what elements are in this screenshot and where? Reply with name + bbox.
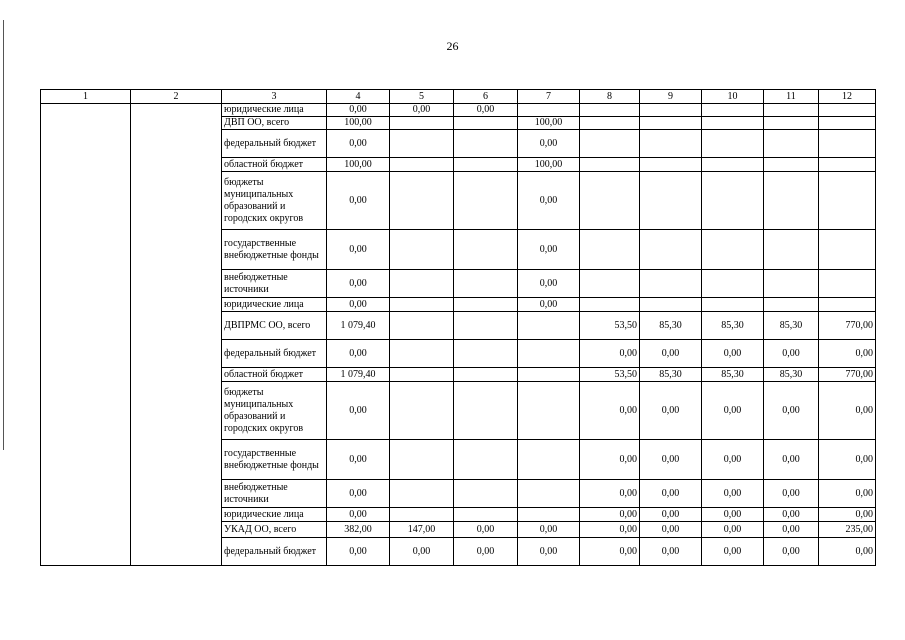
- value-cell: [819, 172, 876, 230]
- value-cell: [454, 172, 518, 230]
- value-cell: 85,30: [702, 368, 764, 382]
- value-cell: [454, 298, 518, 312]
- row-label: УКАД ОО, всего: [222, 522, 327, 538]
- value-cell: [518, 312, 580, 340]
- value-cell: [819, 270, 876, 298]
- value-cell: 0,00: [327, 508, 390, 522]
- value-cell: [518, 382, 580, 440]
- column-header: 2: [131, 90, 222, 104]
- column-header: 1: [41, 90, 131, 104]
- value-cell: 0,00: [327, 172, 390, 230]
- row-label: бюджеты муниципальных образований и городских округов: [222, 382, 327, 440]
- value-cell: 0,00: [327, 440, 390, 480]
- value-cell: [454, 270, 518, 298]
- row-label: областной бюджет: [222, 368, 327, 382]
- value-cell: [580, 104, 640, 117]
- value-cell: 0,00: [518, 298, 580, 312]
- value-cell: [518, 508, 580, 522]
- value-cell: [819, 230, 876, 270]
- row-label: государственные внебюджетные фонды: [222, 440, 327, 480]
- value-cell: [764, 158, 819, 172]
- value-cell: [819, 298, 876, 312]
- value-cell: [390, 230, 454, 270]
- value-cell: 53,50: [580, 368, 640, 382]
- value-cell: 0,00: [580, 508, 640, 522]
- column-header: 4: [327, 90, 390, 104]
- value-cell: [454, 312, 518, 340]
- value-cell: [454, 130, 518, 158]
- column-header: 8: [580, 90, 640, 104]
- value-cell: [819, 130, 876, 158]
- column-2-cell: [131, 104, 222, 566]
- value-cell: 147,00: [390, 522, 454, 538]
- value-cell: [580, 158, 640, 172]
- value-cell: 0,00: [327, 130, 390, 158]
- value-cell: 100,00: [518, 158, 580, 172]
- row-label: областной бюджет: [222, 158, 327, 172]
- value-cell: 0,00: [580, 538, 640, 566]
- page-margin-line: [3, 20, 4, 450]
- value-cell: [390, 117, 454, 130]
- value-cell: 0,00: [819, 508, 876, 522]
- value-cell: 0,00: [819, 340, 876, 368]
- value-cell: [390, 172, 454, 230]
- value-cell: [390, 130, 454, 158]
- column-header: 11: [764, 90, 819, 104]
- value-cell: 0,00: [819, 480, 876, 508]
- value-cell: [640, 172, 702, 230]
- value-cell: 0,00: [580, 480, 640, 508]
- value-cell: 0,00: [454, 104, 518, 117]
- value-cell: 0,00: [580, 522, 640, 538]
- budget-table: [40, 89, 876, 566]
- value-cell: [390, 440, 454, 480]
- table-header-row: [41, 90, 876, 104]
- value-cell: [390, 340, 454, 368]
- value-cell: [454, 340, 518, 368]
- value-cell: [640, 104, 702, 117]
- value-cell: 1 079,40: [327, 312, 390, 340]
- value-cell: [702, 172, 764, 230]
- value-cell: 0,00: [764, 340, 819, 368]
- value-cell: 0,00: [518, 538, 580, 566]
- column-header: 6: [454, 90, 518, 104]
- value-cell: [764, 298, 819, 312]
- value-cell: 0,00: [640, 340, 702, 368]
- column-header: 3: [222, 90, 327, 104]
- value-cell: 0,00: [702, 480, 764, 508]
- column-1-cell: [41, 104, 131, 566]
- value-cell: [580, 298, 640, 312]
- value-cell: 0,00: [580, 440, 640, 480]
- column-header: 9: [640, 90, 702, 104]
- row-label: бюджеты муниципальных образований и городских округов: [222, 172, 327, 230]
- value-cell: [518, 340, 580, 368]
- value-cell: [580, 270, 640, 298]
- column-header: 5: [390, 90, 454, 104]
- value-cell: [702, 298, 764, 312]
- page-number: 26: [446, 39, 459, 53]
- value-cell: [702, 130, 764, 158]
- value-cell: [702, 158, 764, 172]
- value-cell: 0,00: [327, 340, 390, 368]
- value-cell: [764, 230, 819, 270]
- value-cell: 0,00: [819, 440, 876, 480]
- value-cell: [819, 158, 876, 172]
- value-cell: [390, 312, 454, 340]
- value-cell: [580, 117, 640, 130]
- value-cell: [580, 172, 640, 230]
- value-cell: 382,00: [327, 522, 390, 538]
- value-cell: 0,00: [390, 104, 454, 117]
- value-cell: [764, 117, 819, 130]
- value-cell: [764, 130, 819, 158]
- row-label: федеральный бюджет: [222, 538, 327, 566]
- value-cell: 0,00: [518, 130, 580, 158]
- value-cell: 0,00: [327, 230, 390, 270]
- value-cell: [580, 230, 640, 270]
- value-cell: 0,00: [640, 480, 702, 508]
- value-cell: [454, 158, 518, 172]
- value-cell: [819, 104, 876, 117]
- value-cell: 0,00: [764, 522, 819, 538]
- value-cell: 0,00: [518, 270, 580, 298]
- value-cell: [702, 117, 764, 130]
- value-cell: 0,00: [764, 538, 819, 566]
- value-cell: [390, 368, 454, 382]
- row-label: внебюджетные источники: [222, 270, 327, 298]
- value-cell: 0,00: [518, 230, 580, 270]
- value-cell: 0,00: [454, 522, 518, 538]
- row-label: юридические лица: [222, 508, 327, 522]
- value-cell: 0,00: [580, 340, 640, 368]
- value-cell: 0,00: [390, 538, 454, 566]
- value-cell: 0,00: [702, 508, 764, 522]
- value-cell: 0,00: [640, 382, 702, 440]
- value-cell: 0,00: [327, 298, 390, 312]
- value-cell: 1 079,40: [327, 368, 390, 382]
- row-label: юридические лица: [222, 104, 327, 117]
- value-cell: 770,00: [819, 368, 876, 382]
- value-cell: [454, 440, 518, 480]
- value-cell: 85,30: [764, 312, 819, 340]
- value-cell: 0,00: [764, 440, 819, 480]
- value-cell: 85,30: [640, 312, 702, 340]
- value-cell: 0,00: [702, 382, 764, 440]
- value-cell: [518, 368, 580, 382]
- value-cell: [518, 480, 580, 508]
- value-cell: 85,30: [764, 368, 819, 382]
- value-cell: [764, 172, 819, 230]
- value-cell: [390, 158, 454, 172]
- value-cell: [454, 230, 518, 270]
- value-cell: 0,00: [819, 382, 876, 440]
- row-label: федеральный бюджет: [222, 130, 327, 158]
- value-cell: 0,00: [819, 538, 876, 566]
- value-cell: [640, 130, 702, 158]
- value-cell: [764, 104, 819, 117]
- value-cell: 0,00: [702, 440, 764, 480]
- value-cell: 0,00: [702, 340, 764, 368]
- value-cell: 0,00: [454, 538, 518, 566]
- value-cell: 770,00: [819, 312, 876, 340]
- value-cell: 0,00: [640, 440, 702, 480]
- value-cell: [640, 270, 702, 298]
- value-cell: 0,00: [327, 538, 390, 566]
- value-cell: 0,00: [640, 522, 702, 538]
- value-cell: [640, 158, 702, 172]
- value-cell: 0,00: [327, 270, 390, 298]
- value-cell: 100,00: [327, 158, 390, 172]
- value-cell: 0,00: [327, 104, 390, 117]
- value-cell: 0,00: [327, 382, 390, 440]
- value-cell: 0,00: [580, 382, 640, 440]
- column-header: 7: [518, 90, 580, 104]
- column-header: 10: [702, 90, 764, 104]
- value-cell: 100,00: [327, 117, 390, 130]
- value-cell: [640, 230, 702, 270]
- value-cell: [390, 270, 454, 298]
- value-cell: 53,50: [580, 312, 640, 340]
- value-cell: [390, 508, 454, 522]
- value-cell: 0,00: [764, 480, 819, 508]
- row-label: государственные внебюджетные фонды: [222, 230, 327, 270]
- value-cell: 0,00: [764, 382, 819, 440]
- value-cell: 85,30: [702, 312, 764, 340]
- value-cell: [390, 298, 454, 312]
- value-cell: 0,00: [702, 538, 764, 566]
- value-cell: [819, 117, 876, 130]
- table-row: [41, 104, 876, 117]
- value-cell: [454, 480, 518, 508]
- value-cell: 0,00: [518, 522, 580, 538]
- row-label: ДВПРМС ОО, всего: [222, 312, 327, 340]
- value-cell: [390, 480, 454, 508]
- value-cell: [702, 104, 764, 117]
- value-cell: 85,30: [640, 368, 702, 382]
- value-cell: 235,00: [819, 522, 876, 538]
- value-cell: [518, 440, 580, 480]
- value-cell: 0,00: [518, 172, 580, 230]
- value-cell: [580, 130, 640, 158]
- value-cell: [518, 104, 580, 117]
- row-label: юридические лица: [222, 298, 327, 312]
- value-cell: 0,00: [702, 522, 764, 538]
- value-cell: [702, 230, 764, 270]
- value-cell: 100,00: [518, 117, 580, 130]
- value-cell: [702, 270, 764, 298]
- value-cell: 0,00: [764, 508, 819, 522]
- value-cell: 0,00: [640, 508, 702, 522]
- table-body: [41, 90, 876, 566]
- value-cell: 0,00: [327, 480, 390, 508]
- value-cell: [454, 117, 518, 130]
- value-cell: [764, 270, 819, 298]
- row-label: внебюджетные источники: [222, 480, 327, 508]
- value-cell: [454, 382, 518, 440]
- value-cell: [390, 382, 454, 440]
- value-cell: [454, 368, 518, 382]
- value-cell: [454, 508, 518, 522]
- row-label: ДВП ОО, всего: [222, 117, 327, 130]
- value-cell: 0,00: [640, 538, 702, 566]
- column-header: 12: [819, 90, 876, 104]
- value-cell: [640, 117, 702, 130]
- value-cell: [640, 298, 702, 312]
- row-label: федеральный бюджет: [222, 340, 327, 368]
